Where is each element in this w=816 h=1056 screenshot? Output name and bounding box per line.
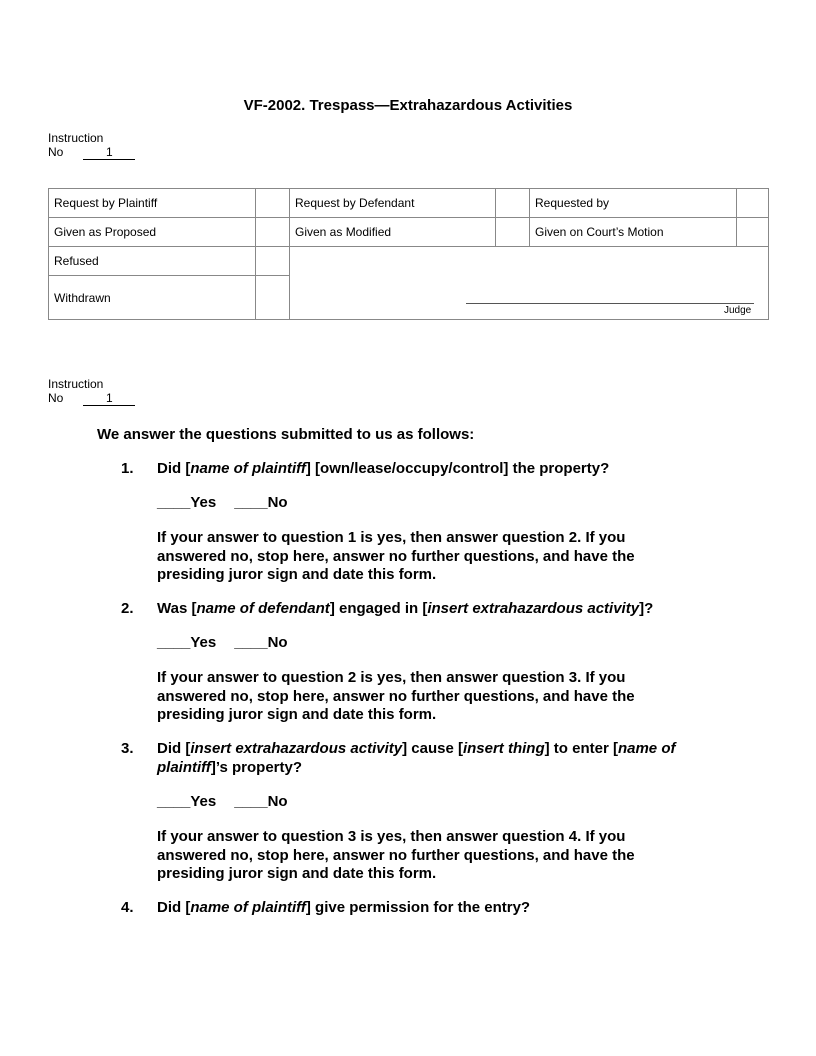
instruction-label: Instruction — [48, 131, 104, 145]
yes-blank[interactable]: ____Yes — [157, 494, 217, 511]
placeholder-text: insert extrahazardous activity — [190, 740, 403, 757]
request-by-plaintiff-box[interactable] — [256, 189, 290, 218]
refused: Refused — [49, 247, 256, 276]
judge-signature-line[interactable] — [466, 303, 754, 304]
intro-text: We answer the questions submitted to us as follows: — [97, 426, 475, 443]
question-segment: Did [ — [157, 899, 191, 916]
request-by-defendant-box[interactable] — [496, 189, 530, 218]
placeholder-text: name of plaintiff — [190, 460, 306, 477]
question-number: 1. — [121, 460, 134, 477]
judge-label: Judge — [724, 305, 752, 316]
placeholder-text: insert thing — [462, 740, 545, 757]
instruction-number: 1 — [83, 392, 135, 406]
given-as-modified: Given as Modified — [290, 218, 496, 247]
question-segment: ] cause [ — [402, 740, 463, 757]
instruction-label: Instruction — [48, 377, 104, 391]
requested-by-box[interactable] — [737, 189, 769, 218]
question-segment: ] to enter [ — [544, 740, 618, 757]
question-segment: Did [ — [157, 740, 191, 757]
followup-instruction: If your answer to question 1 is yes, then answer question 2. If you answered no, stop here, answer no further questions, and have the presiding juror sign and date this form. — [157, 529, 635, 583]
yes-no-answer — [157, 634, 727, 653]
placeholder-text: name of plaintiff — [190, 899, 306, 916]
given-on-courts-motion-box[interactable] — [737, 218, 769, 247]
question-segment: ] give permission for the entry? — [305, 899, 531, 916]
question-text — [157, 460, 727, 479]
judge-signature-area — [290, 247, 769, 320]
no-blank[interactable]: ____No — [234, 793, 288, 810]
request-by-plaintiff: Request by Plaintiff — [49, 189, 256, 218]
question-number: 2. — [121, 600, 134, 617]
given-as-modified-box[interactable] — [496, 218, 530, 247]
no-label: No — [48, 391, 64, 405]
yes-no-answer — [157, 494, 727, 513]
yes-blank[interactable]: ____Yes — [157, 634, 217, 651]
question-text — [157, 600, 727, 619]
refused-box[interactable] — [256, 247, 290, 276]
placeholder-text: name of plaintiff — [157, 740, 676, 776]
placeholder-text: name of defendant — [196, 600, 330, 617]
withdrawn: Withdrawn — [49, 276, 256, 320]
question-segment: Was [ — [157, 600, 197, 617]
question-segment: ]? — [639, 600, 654, 617]
question-text — [157, 740, 727, 777]
instruction-number-block-2 — [48, 377, 135, 406]
withdrawn-box[interactable] — [256, 276, 290, 320]
question-segment: ]’s property? — [210, 758, 303, 776]
disposition-table — [48, 188, 769, 320]
followup-instruction: If your answer to question 2 is yes, then answer question 3. If you answered no, stop here, answer no further questions, and have the presiding juror sign and date this form. — [157, 669, 635, 723]
question-text — [157, 899, 727, 918]
question-segment: ] [own/lease/occupy/control] the property? — [305, 460, 610, 477]
placeholder-text: insert extrahazardous activity — [427, 600, 640, 617]
given-on-courts-motion: Given on Court’s Motion — [530, 218, 737, 247]
request-by-defendant: Request by Defendant — [290, 189, 496, 218]
no-label: No — [48, 145, 64, 159]
followup-instruction: If your answer to question 3 is yes, then answer question 4. If you answered no, stop here, answer no further questions, and have the presiding juror sign and date this form. — [157, 828, 635, 882]
yes-blank[interactable]: ____Yes — [157, 793, 217, 810]
question-number: 4. — [121, 899, 134, 916]
page-title: VF-2002. Trespass—Extrahazardous Activities — [243, 97, 573, 114]
instruction-number: 1 — [83, 146, 135, 160]
question-number: 3. — [121, 740, 134, 757]
given-as-proposed-box[interactable] — [256, 218, 290, 247]
no-blank[interactable]: ____No — [234, 494, 288, 511]
yes-no-answer — [157, 793, 727, 812]
question-segment: Did [ — [157, 460, 191, 477]
question-segment: ] engaged in [ — [329, 600, 428, 617]
instruction-number-block — [48, 131, 135, 160]
requested-by: Requested by — [530, 189, 737, 218]
no-blank[interactable]: ____No — [234, 634, 288, 651]
given-as-proposed: Given as Proposed — [49, 218, 256, 247]
